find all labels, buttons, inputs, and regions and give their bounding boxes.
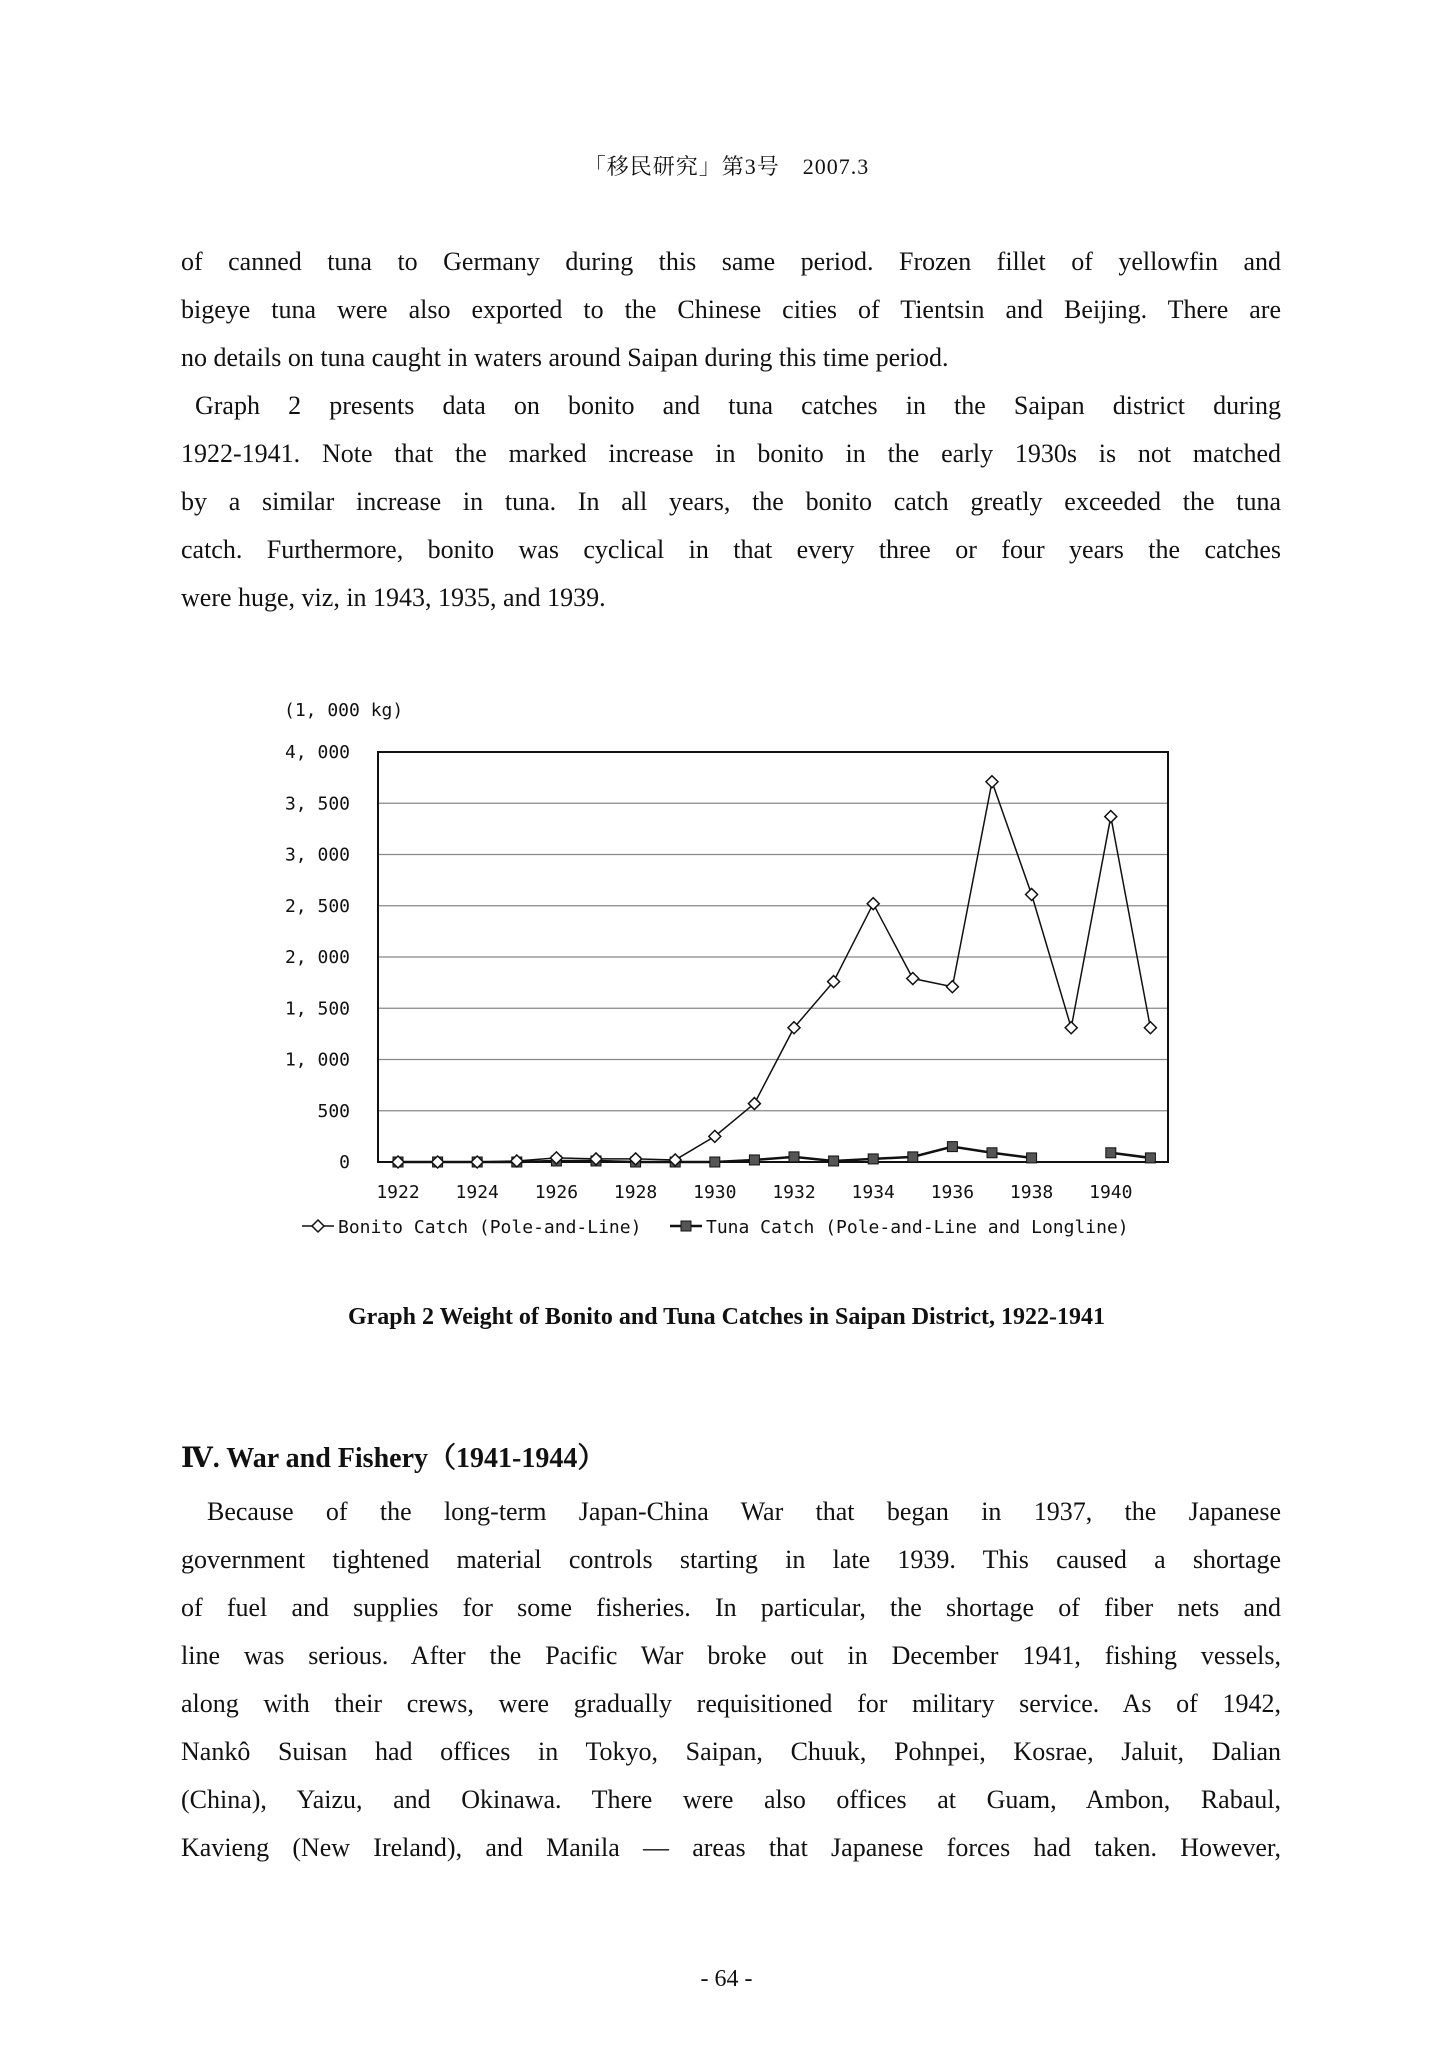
tuna-point: [1027, 1153, 1037, 1163]
text-line: 1922-1941. Note that the marked increase in bonito in the early 1930s is not matched: [181, 439, 1281, 468]
tuna-point: [749, 1155, 759, 1165]
paragraph-3: [181, 1488, 1281, 1872]
legend-bonito-label: Bonito Catch (Pole-and-Line): [338, 1217, 642, 1238]
bonito-point: [392, 1156, 404, 1168]
text-line: bigeye tuna were also exported to the Chinese cities of Tientsin and Beijing. There are: [181, 295, 1281, 324]
tuna-point: [433, 1157, 443, 1167]
text-line: line was serious. After the Pacific War broke out in December 1941, fishing vessels,: [181, 1641, 1281, 1670]
text-line: Nankô Suisan had offices in Tokyo, Saipan, Chuuk, Pohnpei, Kosrae, Jaluit, Dalian: [181, 1737, 1281, 1766]
y-tick-labels: [285, 742, 350, 1173]
x-tick-label: 1930: [693, 1182, 737, 1203]
text-line: by a similar increase in tuna. In all years, the bonito catch greatly exceeded the tuna: [181, 487, 1281, 516]
bonito-point: [1065, 1022, 1077, 1034]
tuna-point: [868, 1154, 878, 1164]
text-line: government tightened material controls starting in late 1939. This caused a shortage: [181, 1545, 1281, 1574]
tuna-point: [1106, 1148, 1116, 1158]
bonito-point: [1144, 1022, 1156, 1034]
y-tick-label: 1, 000: [284, 1049, 350, 1071]
bonito-point: [828, 976, 840, 988]
bonito-point: [986, 776, 998, 788]
tuna-point: [710, 1157, 720, 1167]
legend-bonito-diamond-icon: [312, 1220, 324, 1232]
text-line: were huge, viz, in 1943, 1935, and 1939.: [181, 583, 606, 612]
text-line: Graph 2 presents data on bonito and tuna catches in the Saipan district during: [195, 391, 1281, 420]
y-tick-label: 3, 500: [284, 793, 350, 815]
bonito-point: [471, 1156, 483, 1168]
bonito-point: [748, 1098, 760, 1110]
section-heading: Ⅳ. War and Fishery（1941-1944）: [181, 1443, 606, 1474]
y-unit-label: (1, 000 kg): [284, 700, 404, 721]
x-tick-label: 1934: [851, 1182, 895, 1203]
x-tick-label: 1938: [1009, 1182, 1054, 1203]
paragraph-1: [181, 238, 1281, 382]
y-tick-label: 2, 500: [284, 895, 350, 917]
tuna-point: [670, 1157, 680, 1167]
legend-tuna-label: Tuna Catch (Pole-and-Line and Longline): [706, 1217, 1129, 1238]
tuna-point: [987, 1148, 997, 1158]
y-tick-label: 500: [317, 1100, 350, 1122]
tuna-point: [947, 1142, 957, 1152]
bonito-point: [946, 981, 958, 993]
tuna-point: [512, 1157, 522, 1167]
bonito-point: [709, 1130, 721, 1142]
bonito-point: [590, 1153, 602, 1165]
bonito-point: [669, 1154, 681, 1166]
tuna-point: [1145, 1153, 1155, 1163]
y-tick-label: 3, 000: [284, 844, 350, 866]
tuna-series-line: [398, 1147, 1032, 1162]
text-line: along with their crews, were gradually requisitioned for military service. As of 1942,: [181, 1689, 1281, 1718]
text-line: (China), Yaizu, and Okinawa. There were also offices at Guam, Ambon, Rabaul,: [181, 1785, 1281, 1814]
series-lines: [392, 776, 1156, 1168]
grid-lines: [378, 803, 1168, 1111]
x-tick-label: 1928: [613, 1182, 658, 1203]
tuna-series-line: [1111, 1153, 1151, 1158]
bonito-point: [788, 1022, 800, 1034]
bonito-point: [867, 898, 879, 910]
x-tick-label: 1922: [376, 1182, 420, 1203]
page-number: - 64 -: [700, 1966, 753, 1992]
figure-caption: Graph 2 Weight of Bonito and Tuna Catches in Saipan District, 1922-1941: [347, 1304, 1106, 1330]
bonito-point: [1026, 888, 1038, 900]
bonito-point: [432, 1156, 444, 1168]
text-line: of canned tuna to Germany during this same period. Frozen fillet of yellowfin and: [181, 247, 1281, 276]
tuna-point: [472, 1157, 482, 1167]
bonito-point: [630, 1153, 642, 1165]
legend-tuna-square-icon: [681, 1221, 691, 1231]
bonito-series-line: [398, 782, 1150, 1162]
x-tick-label: 1936: [930, 1182, 975, 1203]
x-tick-label: 1940: [1089, 1182, 1133, 1203]
text-line: of fuel and supplies for some fisheries. In particular, the shortage of fiber nets and: [181, 1593, 1281, 1622]
x-tick-label: 1932: [772, 1182, 816, 1203]
text-line: no details on tuna caught in waters around Saipan during this time period.: [181, 343, 949, 372]
tuna-point: [789, 1152, 799, 1162]
tuna-point: [551, 1156, 561, 1166]
text-line: catch. Furthermore, bonito was cyclical in that every three or four years the catches: [181, 535, 1281, 564]
text-line: Because of the long-term Japan-China War that began in 1937, the Japanese: [207, 1497, 1281, 1526]
bonito-point: [511, 1155, 523, 1167]
bonito-point: [907, 973, 919, 985]
x-tick-label: 1924: [455, 1182, 499, 1203]
paragraph-2: [181, 382, 1281, 622]
y-tick-label: 0: [339, 1152, 350, 1173]
tuna-point: [591, 1156, 601, 1166]
journal-header: 「移民研究」第3号 2007.3: [583, 154, 870, 179]
y-tick-label: 1, 500: [284, 998, 350, 1020]
tuna-point: [908, 1152, 918, 1162]
plot-frame: [378, 752, 1168, 1162]
tuna-point: [829, 1156, 839, 1166]
tuna-point: [393, 1157, 403, 1167]
tuna-point: [631, 1157, 641, 1167]
x-tick-labels: [376, 1182, 1132, 1203]
bonito-point: [1105, 811, 1117, 823]
y-tick-label: 4, 000: [284, 742, 350, 763]
legend: [302, 1217, 1129, 1238]
text-line: Kavieng (New Ireland), and Manila — areas that Japanese forces had taken. However,: [181, 1833, 1281, 1862]
bonito-point: [550, 1152, 562, 1164]
y-tick-label: 2, 000: [284, 947, 350, 968]
x-tick-label: 1926: [534, 1182, 579, 1203]
